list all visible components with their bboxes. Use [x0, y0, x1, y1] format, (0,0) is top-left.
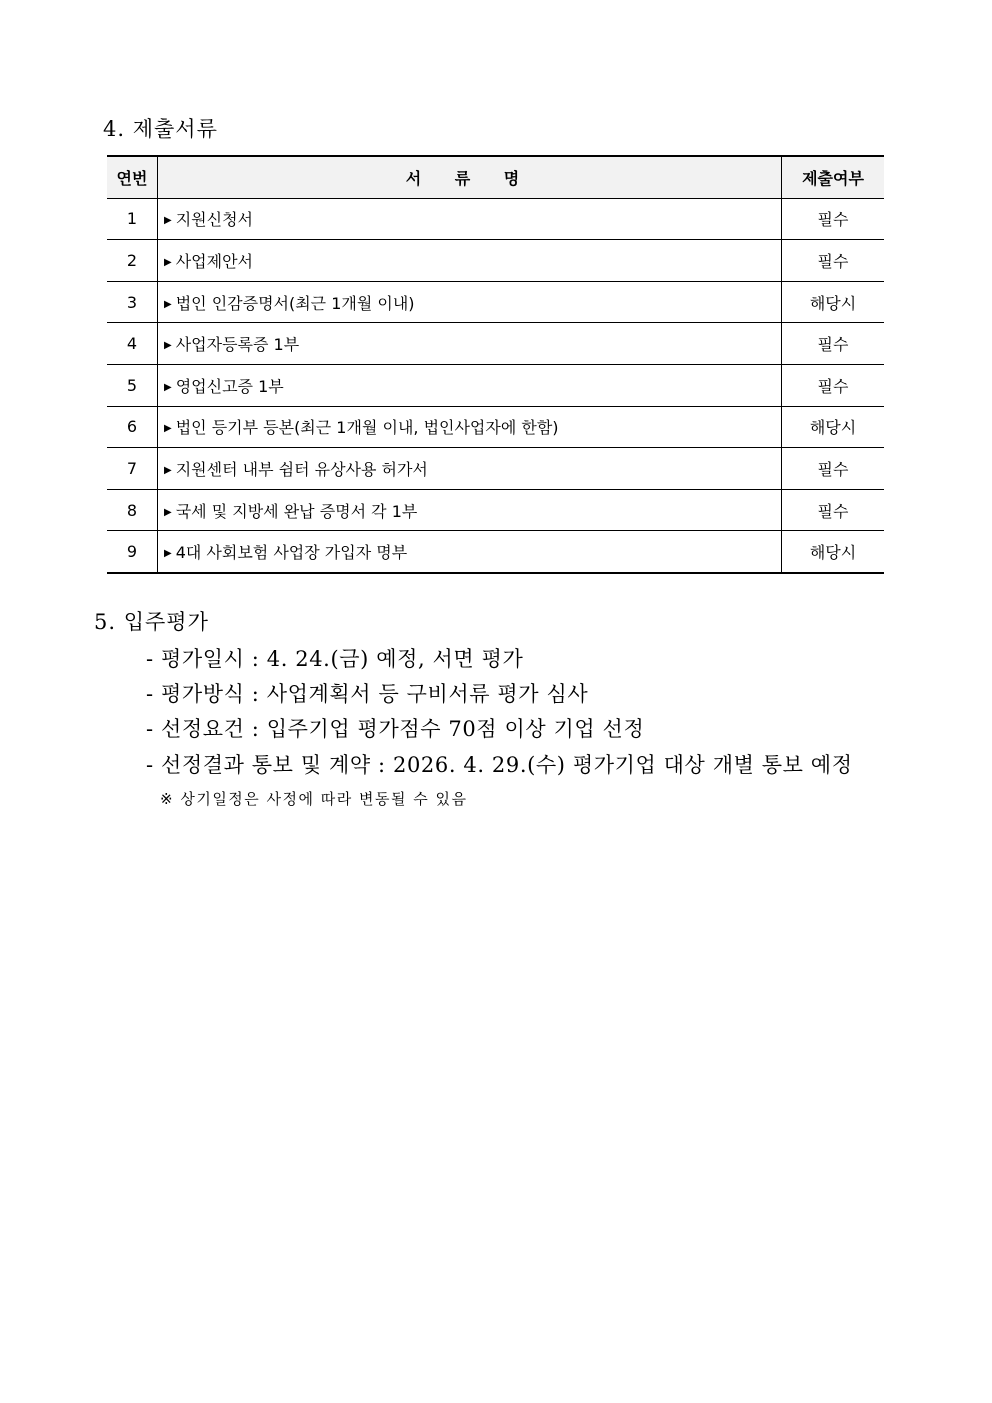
- documents-table: [107, 155, 884, 574]
- required-status: 필수: [782, 448, 885, 490]
- document-name-cell: [158, 364, 782, 406]
- triangle-right-icon: ▶: [164, 423, 172, 435]
- table-row: [107, 198, 884, 240]
- document-name-cell: [158, 198, 782, 240]
- table-row: [107, 240, 884, 282]
- required-status: 필수: [782, 198, 885, 240]
- table-header-row: [107, 156, 884, 198]
- document-name-cell: [158, 323, 782, 365]
- row-number: 7: [107, 448, 158, 490]
- section4-title: 4. 제출서류: [103, 117, 218, 141]
- header-required: 제출여부: [782, 156, 885, 198]
- document-name-cell: [158, 406, 782, 448]
- triangle-right-icon: ▶: [164, 256, 172, 268]
- required-status: 해당시: [782, 531, 885, 573]
- schedule-note: ※ 상기일정은 사정에 따라 변동될 수 있음: [160, 790, 468, 808]
- eval-line-schedule: - 평가일시 : 4. 24.(금) 예정, 서면 평가: [146, 647, 524, 671]
- triangle-right-icon: ▶: [164, 506, 172, 518]
- document-name-cell: [158, 240, 782, 282]
- triangle-right-icon: ▶: [164, 464, 172, 476]
- document-name: 법인 인감증명서(최근 1개월 이내): [175, 293, 415, 313]
- triangle-right-icon: ▶: [164, 548, 172, 560]
- triangle-right-icon: ▶: [164, 298, 172, 310]
- row-number: 2: [107, 240, 158, 282]
- row-number: 5: [107, 364, 158, 406]
- row-number: 6: [107, 406, 158, 448]
- document-name: 영업신고증 1부: [175, 376, 284, 396]
- required-status: 필수: [782, 489, 885, 531]
- required-status: 해당시: [782, 281, 885, 323]
- triangle-right-icon: ▶: [164, 340, 172, 352]
- document-name-cell: [158, 489, 782, 531]
- document-name-cell: [158, 531, 782, 573]
- document-name: 사업자등록증 1부: [175, 335, 300, 355]
- document-name: 4대 사회보험 사업장 가입자 명부: [175, 543, 408, 563]
- eval-line-criteria: - 선정요건 : 입주기업 평가점수 70점 이상 기업 선정: [146, 717, 645, 741]
- document-name-cell: [158, 448, 782, 490]
- document-name: 지원신청서: [175, 210, 253, 230]
- document-name: 지원센터 내부 쉼터 유상사용 허가서: [175, 459, 428, 479]
- row-number: 9: [107, 531, 158, 573]
- document-name: 사업제안서: [175, 251, 253, 271]
- required-status: 필수: [782, 240, 885, 282]
- required-status: 필수: [782, 323, 885, 365]
- table-row: [107, 448, 884, 490]
- section5-title: 5. 입주평가: [94, 610, 209, 634]
- row-number: 4: [107, 323, 158, 365]
- triangle-right-icon: ▶: [164, 215, 172, 227]
- table-row: [107, 364, 884, 406]
- eval-line-method: - 평가방식 : 사업계획서 등 구비서류 평가 심사: [146, 682, 589, 706]
- row-number: 3: [107, 281, 158, 323]
- table-row: [107, 489, 884, 531]
- eval-line-result: - 선정결과 통보 및 계약 : 2026. 4. 29.(수) 평가기업 대상 개별 통보 예정: [146, 753, 853, 777]
- row-number: 1: [107, 198, 158, 240]
- table-row: [107, 281, 884, 323]
- triangle-right-icon: ▶: [164, 381, 172, 393]
- document-name-cell: [158, 281, 782, 323]
- document-name: 법인 등기부 등본(최근 1개월 이내, 법인사업자에 한함): [175, 418, 559, 438]
- document-name: 국세 및 지방세 완납 증명서 각 1부: [175, 501, 418, 521]
- table-row: [107, 323, 884, 365]
- table-row: [107, 406, 884, 448]
- header-no: 연번: [107, 156, 158, 198]
- table-row: [107, 531, 884, 573]
- required-status: 필수: [782, 364, 885, 406]
- header-name: 서 류 명: [158, 156, 782, 198]
- row-number: 8: [107, 489, 158, 531]
- required-status: 해당시: [782, 406, 885, 448]
